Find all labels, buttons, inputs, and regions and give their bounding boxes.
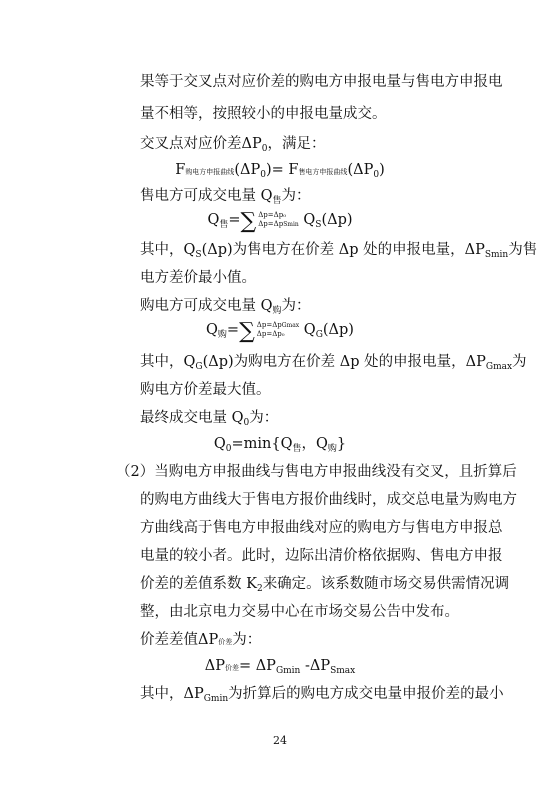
equation-final-quantity: $Q_0=\min\{Q_售$，$Q_购$} xyxy=(213,436,347,454)
equation-price-difference: ΔP价差= $\Delta P_{Gmin}$ $-\Delta P_{Smax}$ xyxy=(204,658,356,676)
text-line: 的购电方曲线大于售电方报价曲线时，成交总电量为购电方 xyxy=(140,492,517,508)
text-line: 电方差价最小值。 xyxy=(140,270,256,286)
text-line: 其中，$Q_S(\Delta p)$为售电方在价差 Δp 处的申报电量，$\Delta P_{Smin}$为售 xyxy=(140,242,538,260)
equation-buy-quantity: $Q_购=\sum$ Δp=ΔpGmax Δp=Δp₀ $Q_G(\Delta p)$ xyxy=(206,319,354,344)
text-line: 量不相等，按照较小的申报电量成交。 xyxy=(140,106,387,122)
text-line: 整，由北京电力交易中心在市场交易公告中发布。 xyxy=(140,604,459,620)
text-line: 价差的差值系数 $K_2$来确定。该系数随市场交易供需情况调 xyxy=(140,576,510,594)
text-line: （2）当购电方申报曲线与售电方申报曲线没有交叉，且折算后 xyxy=(116,464,517,480)
text-line: 售电方可成交电量 $Q_售$为： xyxy=(140,188,311,206)
text-line: 交叉点对应价差$\Delta P_0$，满足： xyxy=(140,136,326,154)
text-line: 其中，$\Delta P_{Gmin}$为折算后的购电方成交电量申报价差的最小 xyxy=(140,686,504,704)
equation-sell-quantity: $Q_售=\sum$ Δp=Δp₀ Δp=ΔpSmin $Q_S(\Delta p)$ xyxy=(207,209,353,234)
text-line: 电量的较小者。此时，边际出清价格依据购、售电方申报 xyxy=(140,548,503,564)
text-line: 方曲线高于售电方申报曲线对应的购电方与售电方申报总 xyxy=(140,520,503,536)
text-line: 果等于交叉点对应价差的购电方申报电量与售电方申报电 xyxy=(140,74,503,90)
text-line: 价差差值ΔP价差为： xyxy=(140,632,262,648)
text-line: 购电方可成交电量 $Q_购$为： xyxy=(140,298,311,316)
equation-intersection: F购电方申报曲线$(\Delta P_0)= F$售电方申报曲线$(\Delta P_0)$ xyxy=(175,162,385,180)
page-number: 24 xyxy=(273,734,287,747)
text-line: 购电方价差最大值。 xyxy=(140,382,271,398)
text-line: 其中，$Q_G(\Delta p)$为购电方在价差 Δp 处的申报电量，$\Delta P_{Gmax}$为 xyxy=(140,354,527,372)
text-line: 最终成交电量 $Q_0$为： xyxy=(140,410,279,428)
